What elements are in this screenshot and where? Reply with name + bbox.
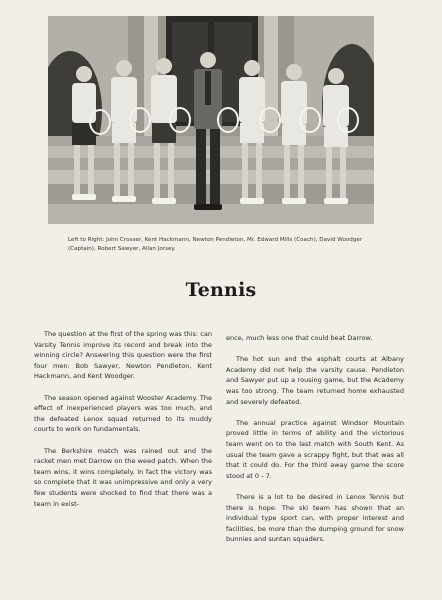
paragraph: The season opened against Wooster Academy. The effect of inexperienced players was too much, and the defeated Lenox squad returned to its muddy courts to work on fundamentals. (34, 393, 212, 434)
paragraph: The hot sun and the asphalt courts at Albany Academy did not help the varsity cause. Pendleton and Sawyer put up a rousing game, but the Academy was too strong. The team returned home exhausted and severely defeated. (226, 355, 404, 406)
page-title: Tennis (185, 279, 257, 301)
team-photo (48, 16, 374, 224)
paragraph: The Berkshire match was rained out and the racket men met Darrow on the weed patch. When the team wins, it wins completely. In fact the victory was so complete that it was unimpressive and only a very few students were shocked to find that there was a team in exist- (34, 446, 212, 508)
paragraph: There is a lot to be desired in Lenox Tennis but there is hope. The ski team has shown that an individual type sport can, with proper interest and facilities, be more than the dumping ground for snow bunnies and suntan squaders. (226, 492, 404, 544)
paragraph: The annual practice against Windsor Mountain proved little in terms of ability and the victorious team went on to the last match with South Kent. As usual the team gave a scrappy fight, but that was all that it could do. For the third away game the score stood at 0 - 7. (226, 418, 404, 480)
left-column (34, 329, 212, 520)
paragraph: ence, much less one that could beat Darrow. (226, 334, 373, 342)
paragraph: The question at the first of the spring was this: can Varsity Tennis improve its record and break into the winning circle? Answering this question were the first four men: Bob Sawyer, Newton Pendleton, Kent Hackmann, and Kent Woodger. (34, 330, 212, 381)
right-column (226, 333, 404, 555)
photo-caption: Left to Right: John Crosser, Kent Hackmann, Newton Pendleton, Mr. Edward Mills (Coach), David Woodger (Captain), Robert Sawyer, Allan Jorsey. (68, 237, 363, 252)
